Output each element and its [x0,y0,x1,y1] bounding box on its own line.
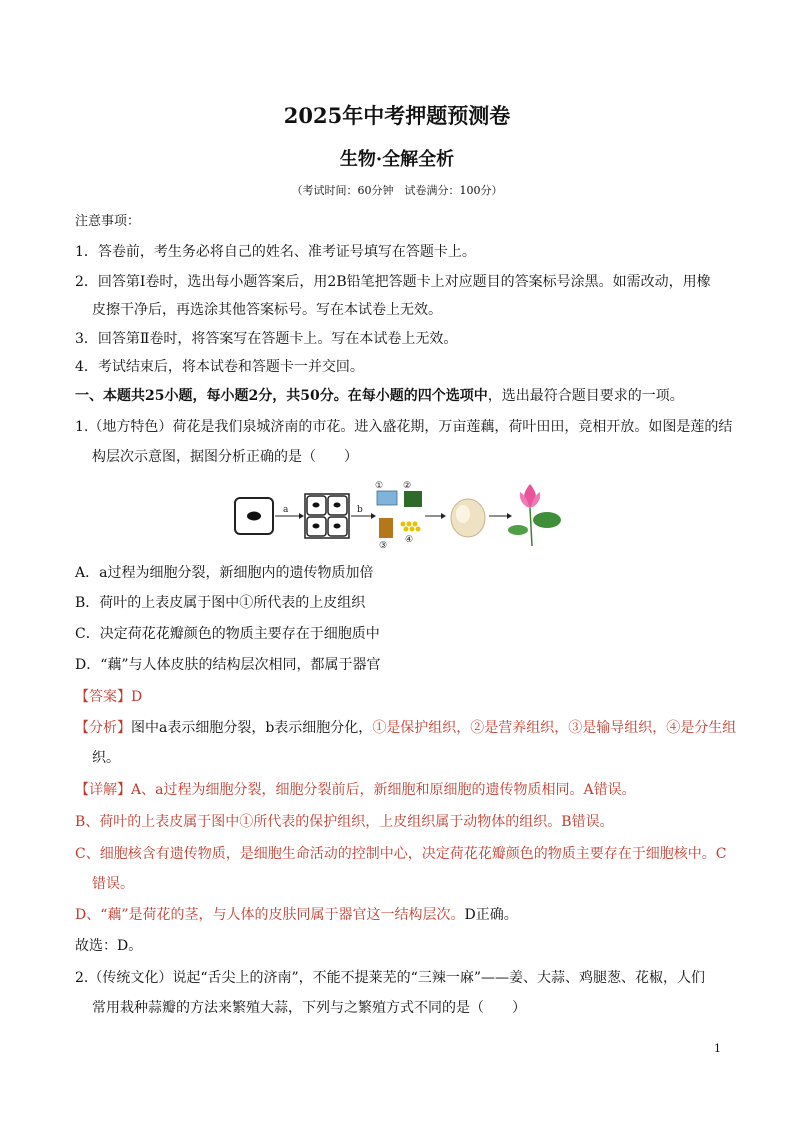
q1-detail-b: B、荷叶的上表皮属于图中①所代表的保护组织，上皮组织属于动物体的组织。B错误。 [75,814,614,830]
notice-item-3: 3．回答第Ⅱ卷时，将答案写在答题卡上。写在本试卷上无效。 [75,331,458,347]
detail-d-text: D正确。 [464,907,518,923]
detail-tag: 【详解】 [75,782,131,798]
label-b: b [357,505,363,515]
q1-answer [75,687,142,707]
notice-heading: 注意事项： [75,214,141,229]
analysis-text-red: ①是保护组织，②是营养组织，③是输导组织，④是分生组 [372,720,737,736]
analysis-text: 图中a表示细胞分裂，b表示细胞分化， [131,720,373,736]
q1-option-d: D．“藕”与人体皮肤的结构层次相同，都属于器官 [75,657,381,673]
q1-stem-line-1: 1.（地方特色）荷花是我们泉城济南的市花。进入盛花期，万亩莲藕，荷叶田田，竞相开放。如图是莲的结 [75,419,733,435]
detail-d-text-red: D、“藕”是荷花的茎，与人体的皮肤同属于器官这一结构层次。 [75,907,465,923]
protective-tissue-icon [377,491,397,505]
answer-tag: 【答案】 [75,689,131,705]
notice-item-4: 4．考试结束后，将本试卷和答题卡一并交回。 [75,359,364,375]
q1-detail-c-cont: 错误。 [92,876,134,892]
section-1-heading-bold: 一、本题共25小题，每小题2分，共50分。在每小题的四个选项中 [75,388,488,404]
divided-cells-icon [305,494,349,538]
notice-item-1: 1．答卷前，考生务必将自己的姓名、准考证号填写在答题卡上。 [75,244,476,260]
section-1-heading [75,386,684,406]
q1-detail-a [75,780,636,800]
answer-value: D [131,689,143,705]
meristem-tissue-icon [401,522,421,532]
q1-analysis [75,718,736,738]
q1-detail-d [75,905,518,925]
label-tissue-3: ③ [379,541,388,550]
exam-info: （考试时间：60分钟 试卷满分：100分） [291,184,503,197]
analysis-tag: 【分析】 [75,720,131,736]
q1-detail-c: C、细胞核含有遗传物质，是细胞生命活动的控制中心，决定荷花花瓣颜色的物质主要存在于细胞核中。C [75,846,727,862]
label-tissue-2: ② [403,481,412,491]
q1-stem-line-2: 构层次示意图，据图分析正确的是（ ） [92,449,358,465]
detail-a-text: A、a过程为细胞分裂，细胞分裂前后，新细胞和原细胞的遗传物质相同。A错误。 [131,782,636,798]
q2-stem-line-1: 2.（传统文化）说起“舌尖上的济南”，不能不提莱芜的“三辣一麻”——姜、大蒜、鸡腿葱、花椒，人们 [75,970,705,986]
conducting-tissue-icon [379,518,393,538]
lotus-structure-figure [233,478,563,550]
notice-item-2-cont: 皮擦干净后，再选涂其他答案标号。写在本试卷上无效。 [92,302,442,318]
lotus-plant-icon [508,484,561,546]
q2-stem-line-2: 常用栽种蒜瓣的方法来繁殖大蒜，下列与之繁殖方式不同的是（ ） [92,1000,526,1016]
q1-option-b: B．荷叶的上表皮属于图中①所代表的上皮组织 [75,595,366,611]
page-title: 2025年中考押题预测卷 [283,103,511,128]
label-tissue-1: ① [375,481,384,491]
notice-item-2: 2．回答第Ⅰ卷时，选出每小题答案后，用2B铅笔把答题卡上对应题目的答案标号涂黑。如需改动，用橡 [75,274,711,290]
label-tissue-4: ④ [405,535,414,545]
q1-analysis-cont: 织。 [92,750,120,766]
q1-conclusion: 故选：D。 [75,938,143,954]
q1-option-a: A．a过程为细胞分裂，新细胞内的遗传物质加倍 [75,565,374,581]
cell-icon [235,498,273,534]
page-number: 1 [714,1042,721,1055]
label-a: a [283,505,289,515]
section-1-heading-rest: ，选出最符合题目要求的一项。 [487,388,684,404]
nutritive-tissue-icon [404,491,422,507]
q1-option-c: C．决定荷花花瓣颜色的物质主要存在于细胞质中 [75,626,380,642]
lotus-seed-icon [451,499,485,537]
page-subtitle: 生物·全解全析 [339,149,455,170]
